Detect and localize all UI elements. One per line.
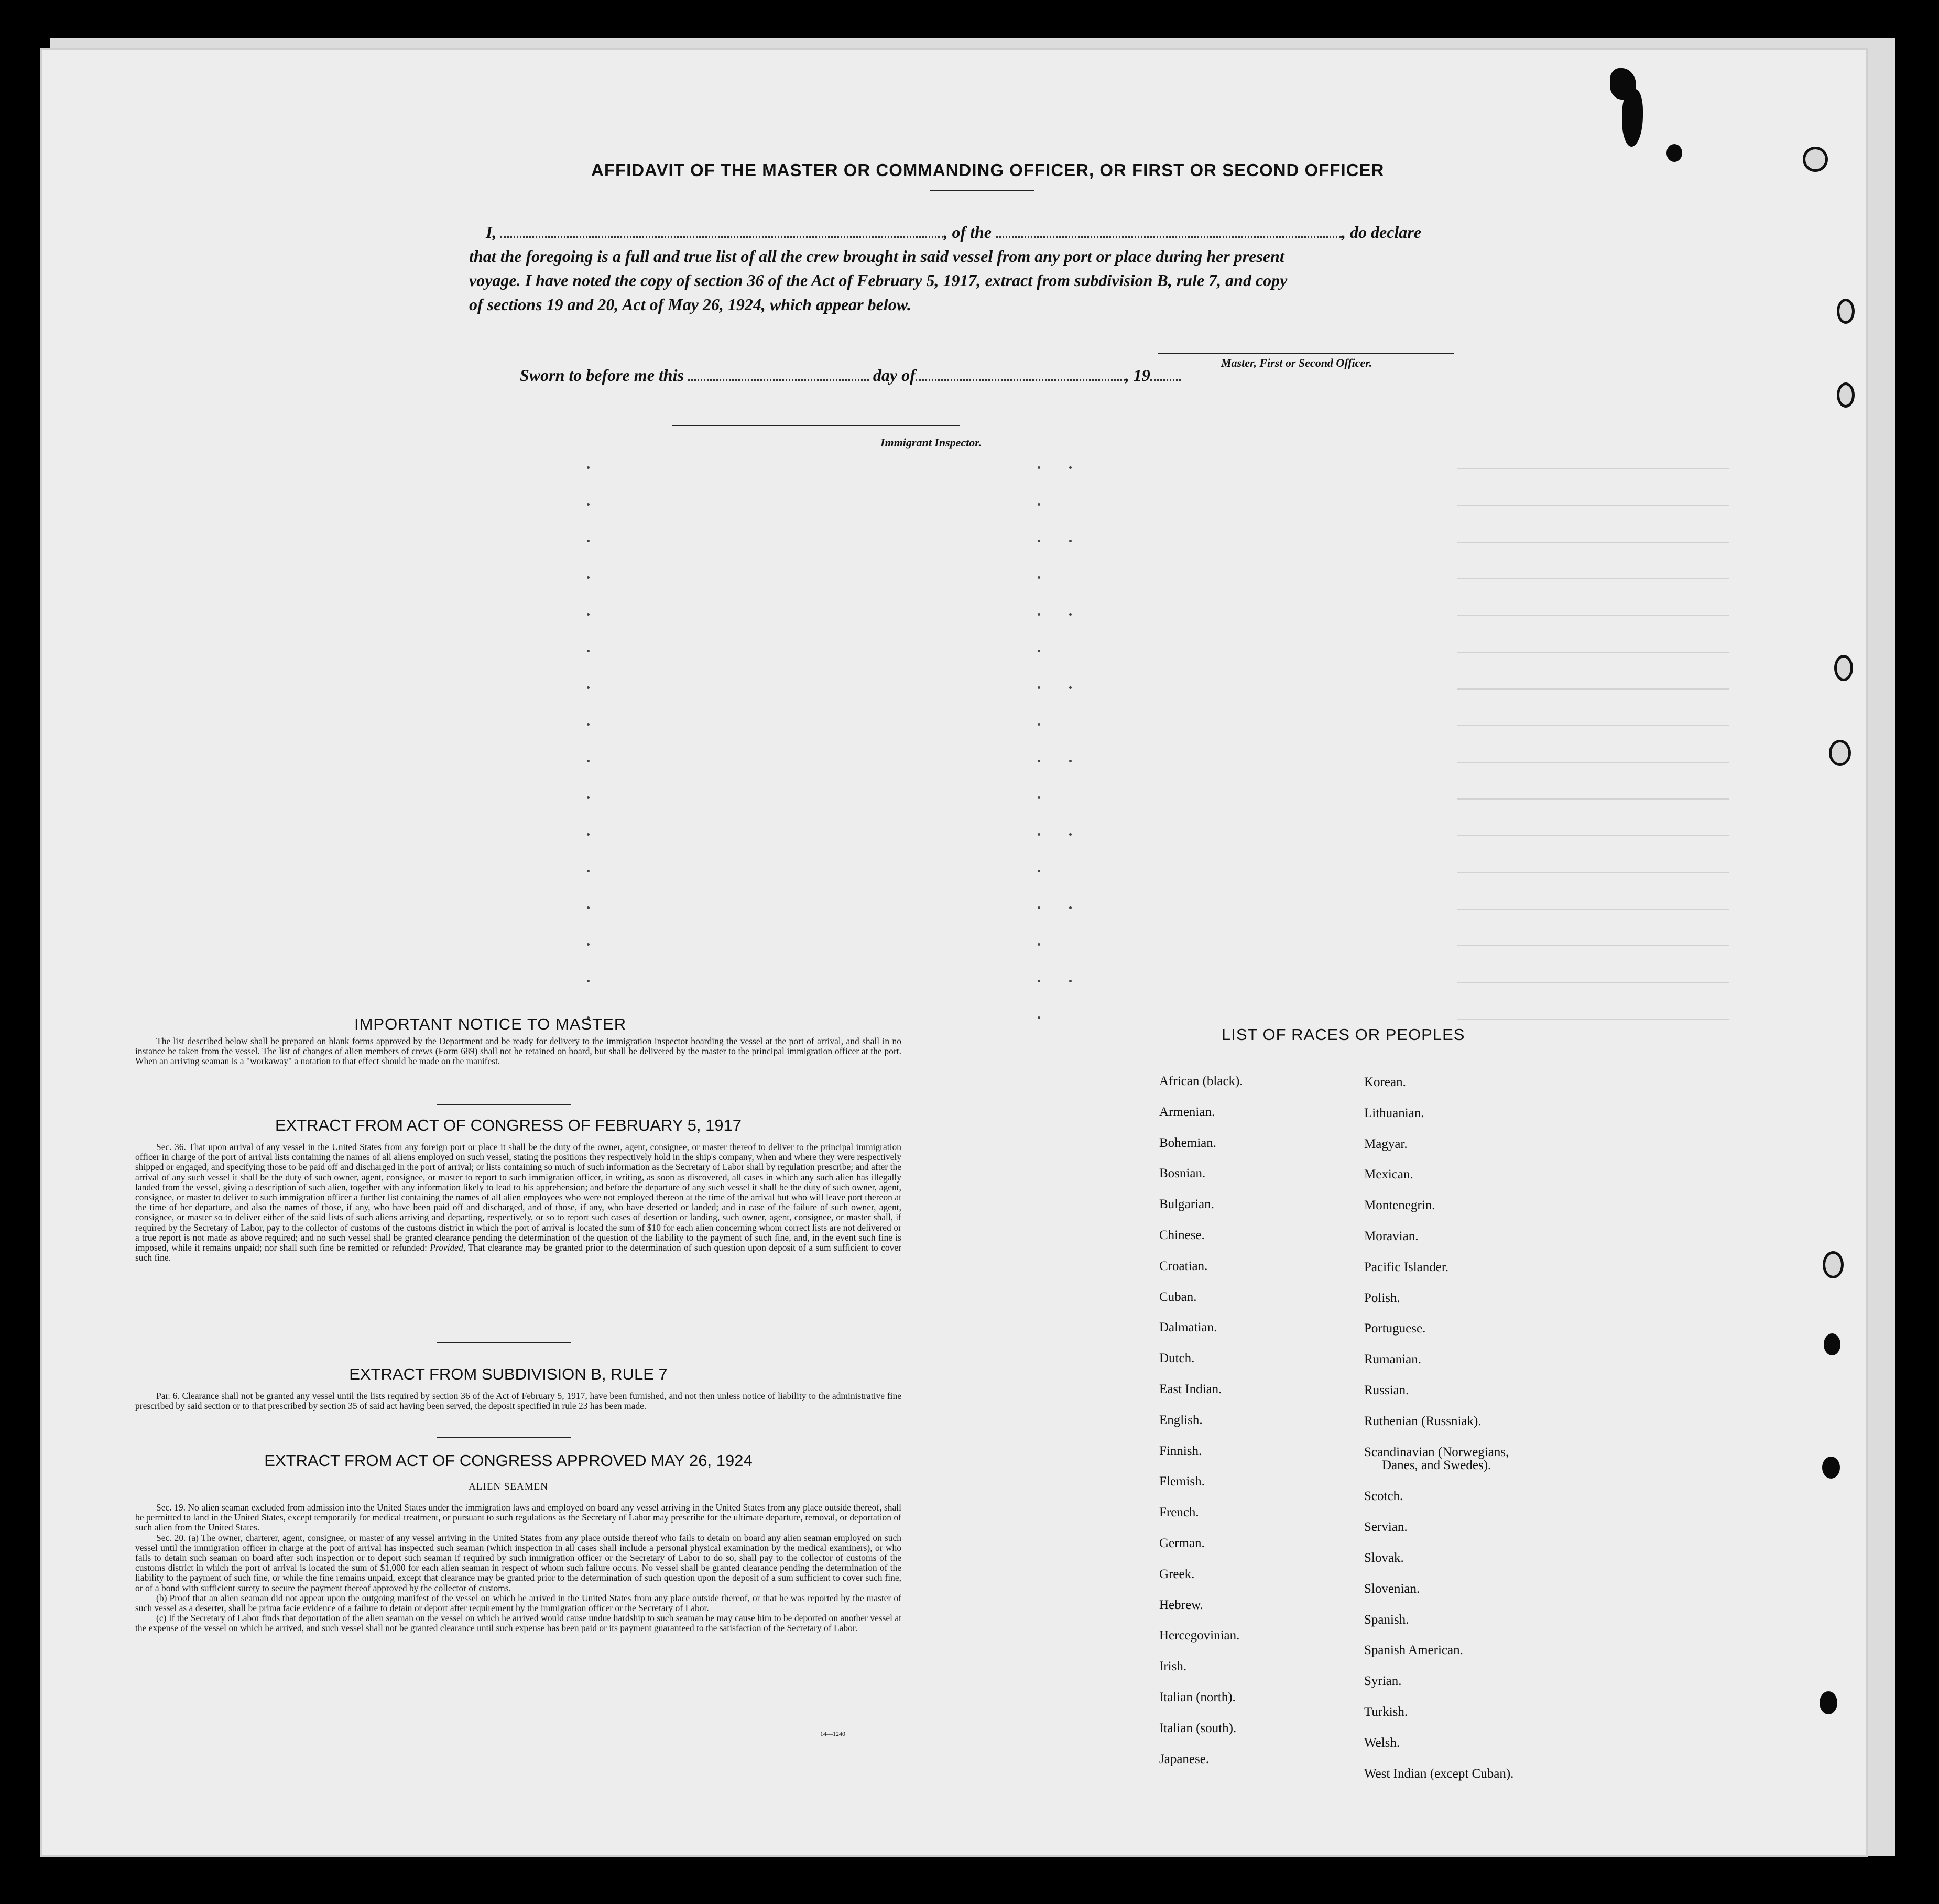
stray-mark xyxy=(1038,833,1040,836)
stray-mark xyxy=(1038,760,1040,762)
affidavit-title: AFFIDAVIT OF THE MASTER OR COMMANDING OFFICER, OR FIRST OR SECOND OFFICER xyxy=(591,160,1385,180)
stray-mark xyxy=(1069,980,1072,982)
faint-row-line xyxy=(1457,578,1729,579)
stray-mark xyxy=(1038,943,1040,946)
stray-mark xyxy=(1038,576,1040,579)
race-item: Syrian. xyxy=(1364,1674,1402,1689)
stray-mark xyxy=(587,906,590,909)
sec-20c-paragraph: (c) If the Secretary of Labor finds that deportation of the alien seaman on the vessel on which he arrived would cause undue hardship to such seaman he may cause him to be deported on another vessel at the expense of the vessel on which he arrived, and such vessel shall not be granted clearance until such expense has been paid or its payment guaranteed to the satisfaction of the Secretary of Labor. xyxy=(135,1613,901,1634)
stray-mark xyxy=(1038,686,1040,689)
stray-mark xyxy=(1038,980,1040,982)
race-item: Italian (north). xyxy=(1159,1690,1236,1704)
race-item: Montenegrin. xyxy=(1364,1198,1435,1213)
stray-mark xyxy=(587,503,590,506)
race-item: Dutch. xyxy=(1159,1351,1195,1366)
faint-row-line xyxy=(1457,468,1729,469)
faint-row-line xyxy=(1457,505,1729,506)
race-item: Spanish. xyxy=(1364,1612,1409,1627)
year-label: , 19 xyxy=(1125,366,1150,385)
stray-mark xyxy=(587,796,590,799)
affidavit-body xyxy=(469,220,1491,316)
race-item: Moravian. xyxy=(1364,1229,1419,1243)
race-item: Mexican. xyxy=(1364,1167,1413,1182)
sec-36-paragraph xyxy=(135,1142,901,1263)
race-item: Slovenian. xyxy=(1364,1581,1420,1596)
extract-1917-title: EXTRACT FROM ACT OF CONGRESS OF FEBRUARY 5, 1917 xyxy=(275,1116,742,1134)
stray-mark xyxy=(587,723,590,726)
faint-row-line xyxy=(1457,872,1729,873)
race-item: Lithuanian. xyxy=(1364,1106,1424,1120)
inspector-signature-line[interactable] xyxy=(672,425,960,426)
stray-mark xyxy=(1069,833,1072,836)
stray-mark xyxy=(1069,466,1072,469)
race-item: Servian. xyxy=(1364,1520,1408,1535)
day-of-label: day of xyxy=(873,366,916,385)
notice-paragraph: The list described below shall be prepared on blank forms approved by the Department and be ready for delivery to the immigration inspector boarding the vessel at the port of arrival, and shall in no instance be taken from the vessel. The list of changes of alien members of crews (Form 689) shall not be retained on board, but shall be delivered by the master to the principal immigration officer at the port. When an arriving seaman is a "workaway" a notation to that effect should be made on the manifest. xyxy=(135,1036,901,1067)
stray-mark xyxy=(1038,1016,1040,1019)
stray-mark xyxy=(587,466,590,469)
race-item-continued: Danes, and Swedes). xyxy=(1382,1458,1491,1472)
stray-mark xyxy=(587,686,590,689)
faint-row-line xyxy=(1457,798,1729,800)
faint-row-line xyxy=(1457,652,1729,653)
faint-row-line xyxy=(1457,688,1729,690)
sworn-day-blank[interactable] xyxy=(688,375,869,381)
race-item: German. xyxy=(1159,1536,1205,1550)
stray-mark xyxy=(1038,613,1040,616)
sworn-label: Sworn to before me this xyxy=(520,366,684,385)
race-item: Slovak. xyxy=(1364,1551,1404,1565)
title-rule xyxy=(930,190,1034,191)
binding-hole xyxy=(1823,1251,1844,1278)
faint-row-line xyxy=(1457,945,1729,946)
race-item: Korean. xyxy=(1364,1075,1406,1089)
race-item: Turkish. xyxy=(1364,1705,1408,1719)
stray-mark xyxy=(587,760,590,762)
binding-hole xyxy=(1837,382,1855,408)
stray-mark xyxy=(1038,650,1040,652)
faint-row-line xyxy=(1457,909,1729,910)
binding-hole xyxy=(1834,655,1853,681)
race-item: Polish. xyxy=(1364,1290,1400,1305)
race-item: Dalmatian. xyxy=(1159,1320,1217,1335)
stray-mark xyxy=(1069,760,1072,762)
sworn-year-blank[interactable] xyxy=(1150,375,1181,381)
master-signature-label: Master, First or Second Officer. xyxy=(1221,356,1372,369)
race-item: Bosnian. xyxy=(1159,1166,1206,1181)
sec-19-paragraph: Sec. 19. No alien seaman excluded from admission into the United States under the immigration laws and employed on board any vessel arriving in the United States from any place outside thereof, shall be permitted to land in the United States, except temporarily for medical treatment, or pursuant to such regulations as the Secretary of Labor may prescribe for the ultimate departure, removal, or deportation of such alien from the United States. xyxy=(135,1502,901,1533)
race-item: Flemish. xyxy=(1159,1474,1205,1489)
provided-label: Provided, xyxy=(430,1242,466,1253)
sec-36-text: Sec. 36. That upon arrival of any vessel in the United States from any foreign port or place it shall be the duty of the owner, agent, consignee, or master thereof to deliver to the principal immigration officer in charge of the port of arrival lists containing the names of all aliens employed on such vessel, stating the positions they respectively hold in the ship's company, when and where they were respectively shipped or engaged, and specifying those to be paid off and discharged in the port of arrival; or lists containing so much of such information as the Secretary of Labor shall by regulation prescribe; and after the arrival of any such vessel it shall be the duty of such owner, agent, consignee, or master to report to such immigration officer, in writing, as soon as discovered, all cases in which any such alien has illegally landed from the vessel, giving a description of such alien, together with any information likely to lead to his apprehension; and before the departure of any such vessel it shall be the duty of such owner, agent, consignee, or master to deliver to such immigration officer a further list containing the names of all alien employees who were not employed thereon at the time of the arrival but who will leave port thereon at the time of her departure, and also the names of those, if any, who have been paid off and discharged, and of those, if any, who have deserted or landed; and in case of the failure of such owner, agent, consignee, or master so to deliver either of the said lists of such aliens arriving and departing, respectively, or so to report such cases of desertion or landing, such owner, agent, consignee, or master shall, if required by the Secretary of Labor, pay to the collector of customs of the customs district in which the port of arrival is located the sum of $10 for each alien concerning whom correct lists are not delivered or a true report is not made as above required; and no such vessel shall be granted clearance pending the determination of the question of the liability to the payment of such fine, and, in the event such fine is imposed, while it remains unpaid; nor shall such fine be remitted or refunded: xyxy=(135,1142,901,1253)
notice-rule xyxy=(437,1104,571,1105)
race-item: Croatian. xyxy=(1159,1259,1208,1273)
faint-row-line xyxy=(1457,1019,1729,1020)
stray-mark xyxy=(1069,613,1072,616)
notice-text xyxy=(135,1036,901,1067)
rule7-title: EXTRACT FROM SUBDIVISION B, RULE 7 xyxy=(349,1365,668,1383)
binding-hole xyxy=(1820,1691,1837,1714)
affidavit-line-3: voyage. I have noted the copy of section 36 of the Act of February 5, 1917, extract from subdivision B, rule 7, and copy xyxy=(469,271,1288,290)
race-item: Spanish American. xyxy=(1364,1643,1463,1658)
of-the-label: , of the xyxy=(943,223,992,242)
race-item: Rumanian. xyxy=(1364,1352,1422,1367)
vessel-blank[interactable] xyxy=(996,232,1342,238)
races-title: LIST OF RACES OR PEOPLES xyxy=(1222,1025,1465,1044)
faint-row-line xyxy=(1457,762,1729,763)
affidavit-line-4: of sections 19 and 20, Act of May 26, 1924, which appear below. xyxy=(469,295,911,314)
extract-1924-title: EXTRACT FROM ACT OF CONGRESS APPROVED MAY 26, 1924 xyxy=(264,1451,753,1470)
race-item: Hebrew. xyxy=(1159,1597,1203,1612)
stray-mark xyxy=(587,613,590,616)
form-number: 14—1240 xyxy=(820,1730,845,1737)
race-item: Pacific Islander. xyxy=(1364,1260,1449,1274)
affidavit-line-1 xyxy=(469,220,1491,244)
faint-row-line xyxy=(1457,725,1729,726)
stray-mark xyxy=(1038,540,1040,542)
race-item: Japanese. xyxy=(1159,1752,1210,1766)
race-item: Scandinavian (Norwegians, xyxy=(1364,1445,1509,1459)
race-item: Portuguese. xyxy=(1364,1321,1426,1336)
affidavit-line-2: that the foregoing is a full and true list of all the crew brought in said vessel from any port or place during her present xyxy=(469,247,1284,266)
race-item: West Indian (except Cuban). xyxy=(1364,1766,1514,1781)
binding-hole xyxy=(1829,740,1851,766)
race-item: Greek. xyxy=(1159,1567,1195,1581)
faint-row-line xyxy=(1457,982,1729,983)
race-item: French. xyxy=(1159,1505,1199,1520)
stray-mark xyxy=(1038,796,1040,799)
extract-1917-rule xyxy=(437,1342,571,1343)
extract-1917-text xyxy=(135,1142,901,1263)
sworn-line xyxy=(520,366,1181,385)
rule7-text xyxy=(135,1391,901,1411)
binding-hole xyxy=(1824,1333,1840,1355)
race-item: Bohemian. xyxy=(1159,1135,1217,1150)
stray-mark xyxy=(587,833,590,836)
stray-mark xyxy=(587,650,590,652)
sec-36-end: That clearance may be granted prior to the determination of such question upon deposit of a sum sufficient to cover such fine. xyxy=(135,1242,901,1263)
race-item: Cuban. xyxy=(1159,1289,1197,1304)
declare-label: , do declare xyxy=(1342,223,1421,242)
stray-mark xyxy=(1069,686,1072,689)
extract-1924-text xyxy=(135,1503,901,1634)
stray-mark xyxy=(1038,466,1040,469)
race-item: Ruthenian (Russniak). xyxy=(1364,1414,1482,1428)
stray-mark xyxy=(587,870,590,872)
binding-hole xyxy=(1822,1457,1840,1479)
stray-mark xyxy=(587,980,590,982)
alien-seamen-heading: ALIEN SEAMEN xyxy=(469,1481,548,1492)
stray-mark xyxy=(587,540,590,542)
sec-20a-paragraph: Sec. 20. (a) The owner, charterer, agent, consignee, or master of any vessel arriving in the United States from any place outside thereof who fails to detain on board any alien seaman employed on such vessel until the immigration officer in charge at the port of arrival has inspected such seaman (which inspection in all cases shall include a personal physical examination by the medical examiners), or who fails to detain such seaman on board after such inspection or to deport such seaman if required by such immigration officer or the Secretary of Labor to do so, shall pay to the collector of customs of the customs district in which the port of arrival is located the sum of $1,000 for each alien seaman in respect of whom such failure occurs. No vessel shall be granted clearance pending the determination of the liability to the payment of such fine, or while the fine remains unpaid, except that clearance may be granted prior to the determination of such question upon the deposit of a sum sufficient to cover such fine, or of a bond with sufficient surety to secure the payment thereof approved by the collector of customs. xyxy=(135,1532,901,1593)
faint-row-line xyxy=(1457,835,1729,836)
race-item: Hercegovinian. xyxy=(1159,1628,1240,1643)
race-item: Scotch. xyxy=(1364,1489,1403,1504)
inspector-label: Immigrant Inspector. xyxy=(880,436,982,449)
race-item: Chinese. xyxy=(1159,1228,1205,1242)
stray-mark xyxy=(587,943,590,946)
torn-hole xyxy=(1666,144,1682,162)
sworn-month-blank[interactable] xyxy=(916,375,1125,381)
i-label: I, xyxy=(486,223,497,242)
sec-20b-paragraph: (b) Proof that an alien seaman did not appear upon the outgoing manifest of the vessel on which he arrived in the United States from any place outside thereof, or that he was reported by the master of such vessel as a deserter, shall be prima facie evidence of a failure to detain or deport after requirement by the immigration officer or the Secretary of Labor. xyxy=(135,1592,901,1614)
race-item: Armenian. xyxy=(1159,1104,1215,1119)
stray-mark xyxy=(1038,906,1040,909)
race-item: Magyar. xyxy=(1364,1136,1408,1151)
race-item: African (black). xyxy=(1159,1074,1243,1088)
stray-mark xyxy=(1038,723,1040,726)
faint-row-line xyxy=(1457,542,1729,543)
race-item: East Indian. xyxy=(1159,1382,1222,1396)
bleed-through-table xyxy=(514,456,1798,1032)
rule7-paragraph: Par. 6. Clearance shall not be granted any vessel until the lists required by section 36 of the Act of February 5, 1917, have been furnished, and not then unless notice of liability to the administrative fine prescribed by said section or to that prescribed by section 35 of said act having been served, the deposit specified in rule 23 has been made. xyxy=(135,1391,901,1411)
stray-mark xyxy=(1069,906,1072,909)
stray-mark xyxy=(1038,503,1040,506)
binding-hole xyxy=(1837,299,1855,324)
race-item: Irish. xyxy=(1159,1659,1187,1674)
stray-mark xyxy=(587,576,590,579)
notice-title: IMPORTANT NOTICE TO MASTER xyxy=(354,1015,627,1033)
binding-hole xyxy=(1803,147,1828,172)
race-item: Welsh. xyxy=(1364,1735,1400,1750)
stray-mark xyxy=(1038,870,1040,872)
race-item: Bulgarian. xyxy=(1159,1197,1214,1212)
race-item: Italian (south). xyxy=(1159,1721,1237,1735)
name-blank[interactable] xyxy=(500,232,943,238)
stray-mark xyxy=(1069,540,1072,542)
faint-row-line xyxy=(1457,615,1729,616)
race-item: Finnish. xyxy=(1159,1443,1202,1458)
race-item: Russian. xyxy=(1364,1383,1409,1397)
master-signature-line[interactable] xyxy=(1158,353,1454,354)
rule7-rule xyxy=(437,1437,571,1438)
race-item: English. xyxy=(1159,1413,1203,1427)
